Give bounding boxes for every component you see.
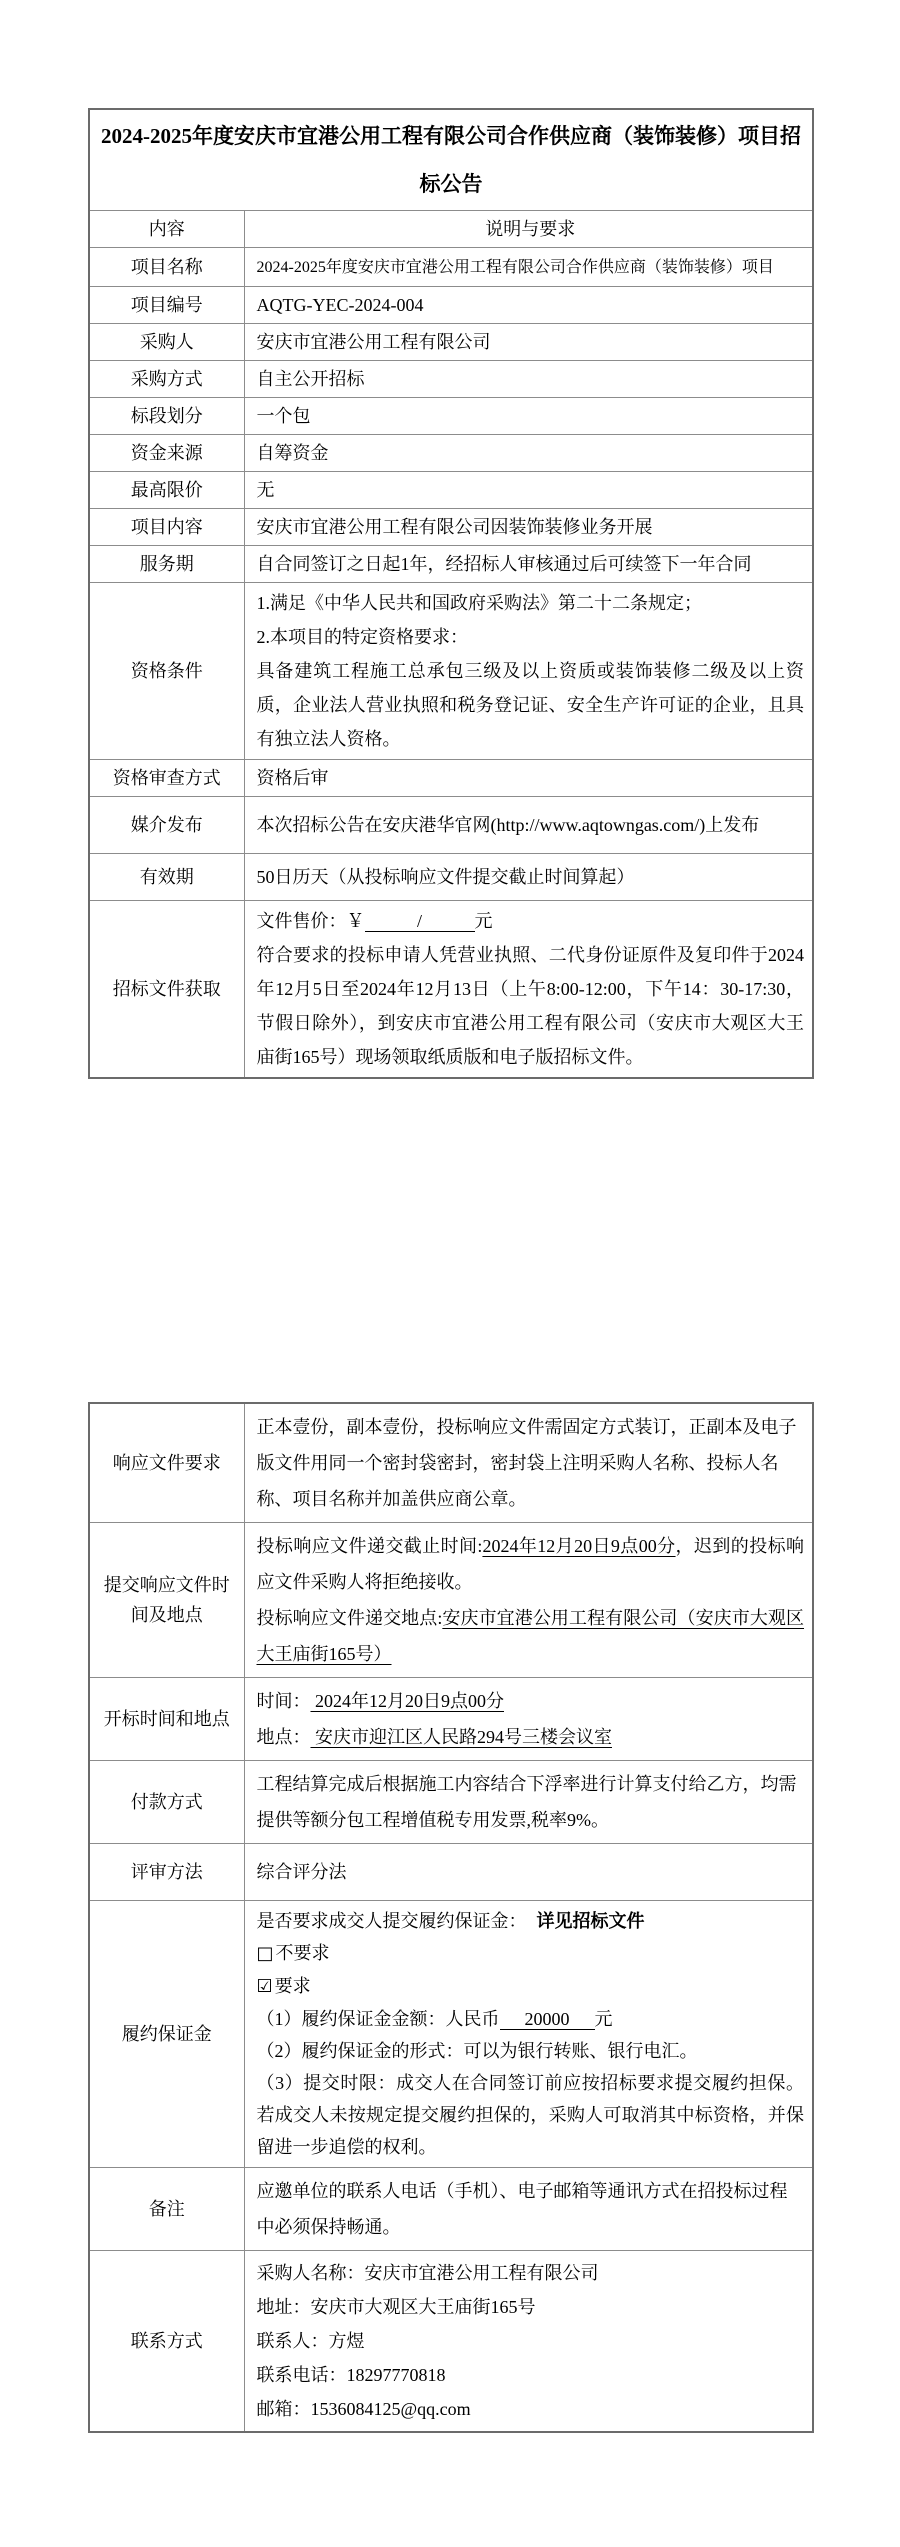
bond-amount-value: 20000	[500, 2009, 595, 2030]
table-row-evaluation-method	[89, 1844, 813, 1901]
table-row-bid-opening	[89, 1678, 813, 1761]
row-value: 综合评分法	[244, 1844, 813, 1901]
announcement-table-top	[88, 108, 814, 1079]
row-value: 自筹资金	[244, 435, 813, 472]
row-label: 有效期	[89, 854, 244, 901]
qualification-line-2: 2.本项目的特定资格要求：	[256, 627, 468, 647]
qualification-line-1: 1.满足《中华人民共和国政府采购法》第二十二条规定；	[256, 593, 702, 613]
row-label: 付款方式	[89, 1761, 244, 1844]
row-label: 联系方式	[89, 2251, 244, 2433]
contact-email-line: 邮箱：1536084125@qq.com	[256, 2399, 471, 2419]
row-label: 最高限价	[89, 472, 244, 509]
row-label: 招标文件获取	[89, 901, 244, 1079]
price-prefix: 文件售价：￥	[256, 911, 365, 931]
table-row-performance-bond	[89, 1901, 813, 2168]
table-row-submission-time-place	[89, 1523, 813, 1678]
contact-person-line: 联系人：方煜	[256, 2331, 365, 2351]
announcement-table-bottom	[88, 1402, 814, 2433]
row-label: 资格条件	[89, 583, 244, 760]
deadline-suffix: ，迟到的投标响应文件采购人将拒绝接收。	[256, 1536, 805, 1592]
place-prefix: 投标响应文件递交地点:	[256, 1608, 443, 1628]
submission-place-line	[257, 1600, 805, 1672]
table-row-price-limit	[89, 472, 813, 509]
time-value: 2024年12月20日9点00分	[310, 1691, 504, 1711]
row-label: 评审方法	[89, 1844, 244, 1901]
time-label: 时间：	[256, 1691, 311, 1711]
document-price-line	[257, 904, 805, 938]
row-value: 本次招标公告在安庆港华官网(http://www.aqtowngas.com/)上发布	[244, 797, 813, 854]
submission-deadline-line	[257, 1528, 805, 1600]
row-value: 一个包	[244, 398, 813, 435]
contact-phone-line: 联系电话：18297770818	[256, 2365, 446, 2385]
bond-deadline-line: （3）提交时限：成交人在合同签订前应按招标要求提交履约担保。若成交人未按规定提交履约担保的，采购人可取消其中标资格，并保留进一步追偿的权利。	[256, 2073, 804, 2157]
row-value: 50日历天（从投标响应文件提交截止时间算起）	[244, 854, 813, 901]
row-label: 项目编号	[89, 287, 244, 324]
deadline-value: 2024年12月20日9点00分	[482, 1536, 676, 1556]
row-label: 采购方式	[89, 361, 244, 398]
table-row-validity-period	[89, 854, 813, 901]
table-row-lot-division	[89, 398, 813, 435]
table-header-row	[89, 211, 813, 248]
row-label: 履约保证金	[89, 1901, 244, 2168]
table-row-qualification-review	[89, 760, 813, 797]
row-value: 2024-2025年度安庆市宜港公用工程有限公司合作供应商（装饰装修）项目	[256, 259, 774, 276]
row-label: 采购人	[89, 324, 244, 361]
row-value: 自合同签订之日起1年，经招标人审核通过后可续签下一年合同	[244, 546, 813, 583]
qualification-line-3: 具备建筑工程施工总承包三级及以上资质或装饰装修二级及以上资质，企业法人营业执照和税务登记证、安全生产许可证的企业，且具有独立法人资格。	[256, 661, 804, 749]
price-blank-field: /	[365, 911, 475, 932]
table-row-project-number	[89, 287, 813, 324]
row-label: 媒介发布	[89, 797, 244, 854]
deadline-prefix: 投标响应文件递交截止时间:	[256, 1536, 483, 1556]
place-label: 地点：	[256, 1727, 311, 1747]
row-label: 提交响应文件时间及地点	[89, 1523, 244, 1678]
option-label: 要求	[274, 1976, 311, 1996]
row-value: 自主公开招标	[244, 361, 813, 398]
row-value: 安庆市宜港公用工程有限公司	[244, 324, 813, 361]
row-value: 应邀单位的联系人电话（手机）、电子邮箱等通讯方式在招投标过程中必须保持畅通。	[244, 2168, 813, 2251]
table-row-media-publication	[89, 797, 813, 854]
doc-title: 2024-2025年度安庆市宜港公用工程有限公司合作供应商（装饰装修）项目招标公告	[89, 109, 813, 211]
table-row-remarks	[89, 2168, 813, 2251]
option-label: 不要求	[275, 1943, 330, 1963]
table-row-service-period	[89, 546, 813, 583]
row-label: 项目名称	[89, 248, 244, 287]
row-label: 项目内容	[89, 509, 244, 546]
bond-option-not-required	[257, 1937, 805, 1970]
row-label: 开标时间和地点	[89, 1678, 244, 1761]
place-value: 安庆市迎江区人民路294号三楼会议室	[310, 1727, 612, 1747]
bond-amount-prefix: （1）履约保证金金额：人民币	[256, 2009, 500, 2029]
bid-opening-time-line	[257, 1683, 805, 1719]
table-row-response-requirements	[89, 1403, 813, 1523]
row-value: 工程结算完成后根据施工内容结合下浮率进行计算支付给乙方，均需提供等额分包工程增值税专用发票,税率9%。	[244, 1761, 813, 1844]
bond-amount-suffix: 元	[594, 2009, 613, 2029]
table-row-contact	[89, 2251, 813, 2433]
place-value: 安庆市宜港公用工程有限公司（安庆市大观区大王庙街165号）	[256, 1608, 805, 1664]
document-acquisition-text: 符合要求的投标申请人凭营业执照、二代身份证原件及复印件于2024年12月5日至2024年12月13日（上午8:00-12:00，下午14：30-17:30，节假日除外），到安庆市宜港公用工程有限公司（安庆市大观区大王庙街165号）现场领取纸质版和电子版招标文件。	[256, 945, 804, 1067]
table-row-procurement-method	[89, 361, 813, 398]
table-row-project-content	[89, 509, 813, 546]
checkbox-unchecked-icon: □	[256, 1943, 274, 1964]
checkbox-checked-icon: ☑	[256, 1976, 273, 1997]
table-row-project-name	[89, 248, 813, 287]
row-label: 备注	[89, 2168, 244, 2251]
row-value: 安庆市宜港公用工程有限公司因装饰装修业务开展	[244, 509, 813, 546]
row-label: 响应文件要求	[89, 1403, 244, 1523]
row-label: 标段划分	[89, 398, 244, 435]
bond-form-line: （2）履约保证金的形式：可以为银行转账、银行电汇。	[256, 2041, 698, 2061]
table-row-purchaser	[89, 324, 813, 361]
header-desc-label: 说明与要求	[244, 211, 813, 248]
row-label: 资格审查方式	[89, 760, 244, 797]
table-row-qualification	[89, 583, 813, 760]
bid-opening-place-line	[257, 1719, 805, 1755]
table-row-funding-source	[89, 435, 813, 472]
row-value: 无	[244, 472, 813, 509]
row-label: 资金来源	[89, 435, 244, 472]
row-value: 资格后审	[244, 760, 813, 797]
row-value: 正本壹份，副本壹份，投标响应文件需固定方式装订，正副本及电子版文件用同一个密封袋密封，密封袋上注明采购人名称、投标人名称、项目名称并加盖供应商公章。	[244, 1403, 813, 1523]
row-label: 服务期	[89, 546, 244, 583]
contact-purchaser-line: 采购人名称：安庆市宜港公用工程有限公司	[256, 2263, 599, 2283]
bond-option-required	[257, 1970, 805, 2003]
bond-question-line	[257, 1905, 805, 1937]
table-row-document-acquisition	[89, 901, 813, 1079]
table-row-payment-method	[89, 1761, 813, 1844]
contact-address-line: 地址：安庆市大观区大王庙街165号	[256, 2297, 536, 2317]
bond-answer-bold: 详见招标文件	[536, 1911, 645, 1931]
title-row	[89, 109, 813, 211]
header-content-label: 内容	[89, 211, 244, 248]
bond-question: 是否要求成交人提交履约保证金：	[256, 1911, 527, 1931]
row-value: AQTG-YEC-2024-004	[244, 287, 813, 324]
bond-amount-line	[257, 2003, 805, 2035]
price-suffix: 元	[474, 911, 493, 931]
